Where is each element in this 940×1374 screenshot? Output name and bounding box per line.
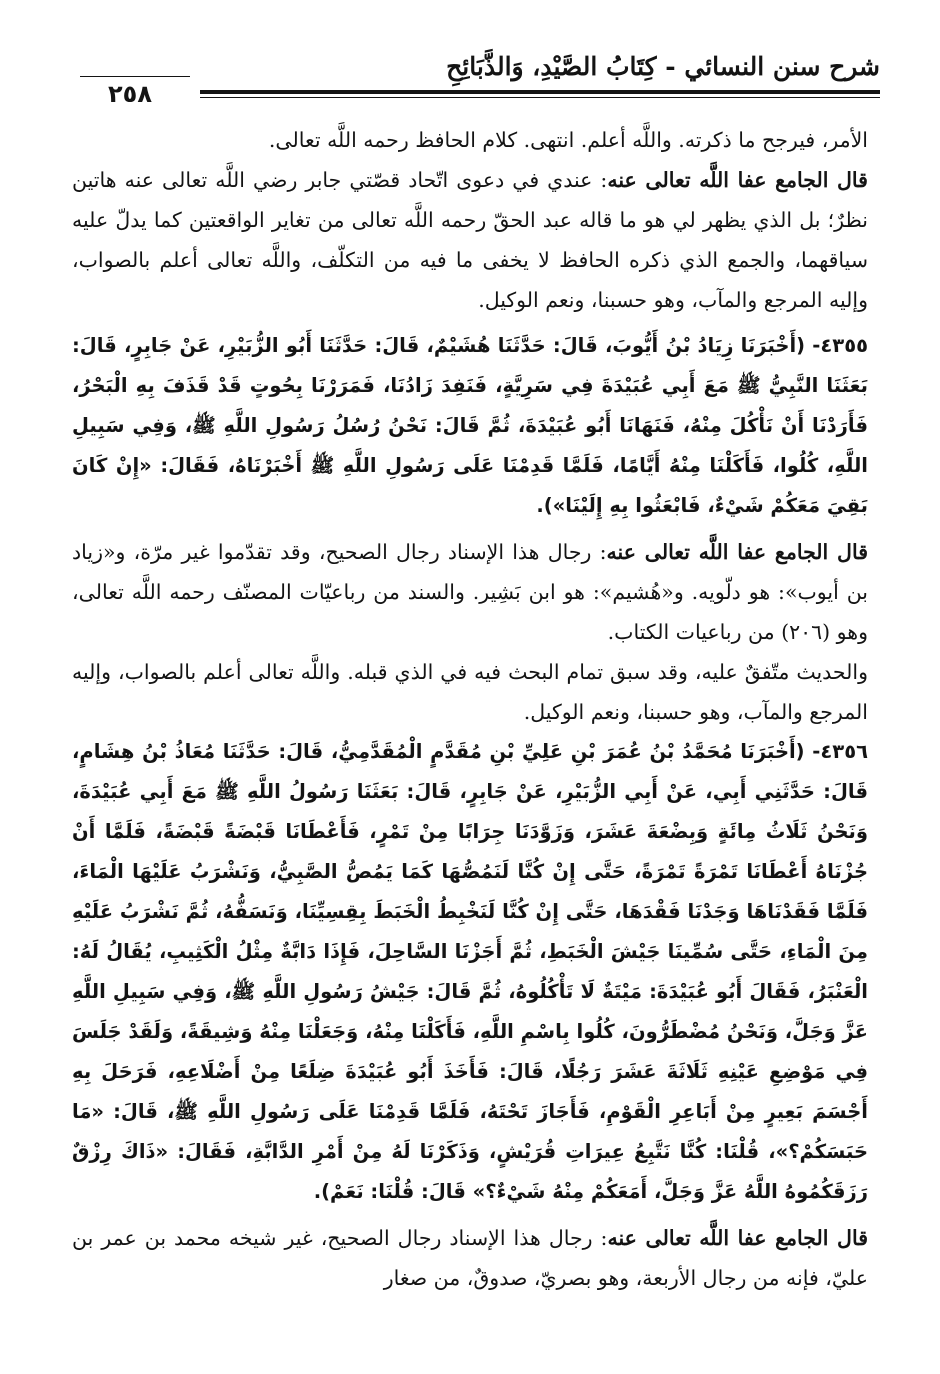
commentary-lead: قال الجامع عفا اللَّه تعالى عنه — [606, 540, 868, 564]
paragraph-text: : عندي في دعوى اتّحاد قصّتي جابر رضي اللَّه تعالى عنه هاتين نظرٌ؛ بل الذي يظهر لي هو ما قاله عبد الحقّ رحمه اللَّه تعالى من تغاير الواقعتين كما يدلّ عليه سياقهما، والجمع الذي ذكره الحافظ لا يخفى ما فيه من التكلّف، واللَّه تعالى أعلم بالصواب، وإليه المرجع والمآب، وهو حسبنا، ونعم الوكيل. — [72, 168, 868, 312]
paragraph-intro — [72, 120, 868, 160]
paragraph-commentary — [72, 160, 868, 320]
header-rule — [200, 90, 880, 98]
paragraph-commentary — [72, 1218, 868, 1298]
commentary-lead: قال الجامع عفا اللَّه تعالى عنه — [607, 168, 868, 192]
running-title: شرح سنن النسائي - كِتَابُ الصَّيْدِ، وَالذَّبَائِحِ — [446, 52, 880, 81]
hadith-text: - (أَخْبَرَنَا مُحَمَّدُ بْنُ عُمَرَ بْنِ عَلِيِّ بْنِ مُقَدَّمٍ الْمُقَدَّمِيُّ، قَالَ: حَدَّثَنَا مُعَاذُ بْنُ هِشَامٍ، قَالَ: حَدَّثَنِي أَبِي، عَنْ أَبِي الزُّبَيْرِ، عَنْ جَابِرٍ، قَالَ: بَعَثَنَا رَسُولُ اللَّهِ ﷺ مَعَ أَبِي عُبَيْدَةَ، وَنَحْنُ ثَلَاثُ مِائَةٍ وَبِضْعَةَ عَشَرَ، وَزَوَّدَنَا جِرَابًا مِنْ تَمْرٍ، فَأَعْطَانَا قَبْضَةً قَبْضَةً، فَلَمَّا أَنْ جُزْنَاهُ أَعْطَانَا تَمْرَةً تَمْرَةً، حَتَّى إِنْ كُنَّا لَنَمُصُّهَا كَمَا يَمُصُّ الصَّبِيُّ، وَنَشْرَبُ عَلَيْهَا الْمَاءَ، فَلَمَّا فَقَدْنَاهَا وَجَدْنَا فَقْدَهَا، حَتَّى إِنْ كُنَّا لَنَخْبِطُ الْخَبَطَ بِقِسِيِّنَا، وَنَسَفُّهُ، ثُمَّ نَشْرَبُ عَلَيْهِ مِنَ الْمَاءِ، حَتَّى سُمِّينَا جَيْشَ الْخَبَطِ، ثُمَّ أَجَزْنَا السَّاحِلَ، فَإِذَا دَابَّةٌ مِثْلُ الْكَثِيبِ، يُقَالُ لَهُ: الْعَنْبَرُ، فَقَالَ أَبُو عُبَيْدَةَ: مَيْتَةٌ لَا تَأْكُلُوهُ، ثُمَّ قَالَ: جَيْشُ رَسُولِ اللَّهِ ﷺ، وَفِي سَبِيلِ اللَّهِ عَزَّ وَجَلَّ، وَنَحْنُ مُضْطَرُّونَ، كُلُوا بِاسْمِ اللَّهِ، فَأَكَلْنَا مِنْهُ، وَجَعَلْنَا مِنْهُ وَشِيقَةً، وَلَقَدْ جَلَسَ فِي مَوْضِعِ عَيْنِهِ ثَلَاثَةَ عَشَرَ رَجُلًا، قَالَ: فَأَخَذَ أَبُو عُبَيْدَةَ ضِلَعًا مِنْ أَضْلَاعِهِ، فَرَحَلَ بِهِ أَجْسَمَ بَعِيرٍ مِنْ أَبَاعِرِ الْقَوْمِ، فَأَجَازَ تَحْتَهُ، فَلَمَّا قَدِمْنَا عَلَى رَسُولِ اللَّهِ ﷺ، قَالَ: «مَا حَبَسَكُمْ؟»، قُلْنَا: كُنَّا نَتَّبِعُ عِيرَاتِ قُرَيْشٍ، وَذَكَرْنَا لَهُ مِنْ أَمْرِ الدَّابَّةِ، فَقَالَ: «ذَاكَ رِزْقٌ رَزَقَكُمُوهُ اللَّهُ عَزَّ وَجَلَّ، أَمَعَكُمْ مِنْهُ شَيْءٌ؟» قَالَ: قُلْنَا: نَعَمْ). — [72, 740, 868, 1203]
hadith-number: ٤٣٥٦ — [820, 740, 868, 763]
hadith-number: ٤٣٥٥ — [820, 334, 868, 357]
commentary-lead: قال الجامع عفا اللَّه تعالى عنه — [607, 1226, 868, 1250]
page-number: ٢٥٨ — [70, 80, 190, 108]
page-body — [72, 120, 868, 1320]
hadith-text: - (أَخْبَرَنَا زِيَادُ بْنُ أَيُّوبَ، قَالَ: حَدَّثَنَا هُشَيْمٌ، قَالَ: حَدَّثَنَا أَبُو الزُّبَيْرِ، عَنْ جَابِرٍ، قَالَ: بَعَثَنَا النَّبِيُّ ﷺ مَعَ أَبِي عُبَيْدَةَ فِي سَرِيَّةٍ، فَنَفِدَ زَادُنَا، فَمَرَرْنَا بِحُوتٍ قَدْ قَذَفَ بِهِ الْبَحْرُ، فَأَرَدْنَا أَنْ نَأْكُلَ مِنْهُ، فَنَهَانَا أَبُو عُبَيْدَةَ، ثُمَّ قَالَ: نَحْنُ رُسُلُ رَسُولِ اللَّهِ ﷺ، وَفِي سَبِيلِ اللَّهِ، كُلُوا، فَأَكَلْنَا مِنْهُ أَيَّامًا، فَلَمَّا قَدِمْنَا عَلَى رَسُولِ اللَّهِ ﷺ أَخْبَرْنَاهُ، فَقَالَ: «إِنْ كَانَ بَقِيَ مَعَكُمْ شَيْءٌ، فَابْعَثُوا بِهِ إِلَيْنَا»). — [72, 334, 868, 517]
paragraph-text: : رجال هذا الإسناد رجال الصحيح، غير شيخه محمد بن عمر بن عليّ، فإنه من رجال الأربعة، وهو بصريّ، صدوقٌ، من صغار — [72, 1226, 868, 1290]
paragraph-note — [72, 652, 868, 732]
page-header — [70, 46, 880, 116]
paragraph-text: والحديث متّفقٌ عليه، وقد سبق تمام البحث فيه في الذي قبله. واللَّه تعالى أعلم بالصواب، وإليه المرجع والمآب، وهو حسبنا، ونعم الوكيل. — [72, 660, 868, 724]
hadith-4356 — [72, 732, 868, 1212]
paragraph-commentary — [72, 532, 868, 652]
paragraph-text: الأمر، فيرجح ما ذكرته. واللَّه أعلم. انتهى. كلام الحافظ رحمه اللَّه تعالى. — [268, 128, 868, 152]
hadith-4355 — [72, 326, 868, 526]
paragraph-text: : رجال هذا الإسناد رجال الصحيح، وقد تقدّموا غير مرّة، و«زياد بن أيوب»: هو دلّويه. و«هُشيم»: هو ابن بَشِير. والسند من رباعيّات المصنّف رحمه اللَّه تعالى، وهو (٢٠٦) من رباعيات الكتاب. — [72, 540, 868, 644]
